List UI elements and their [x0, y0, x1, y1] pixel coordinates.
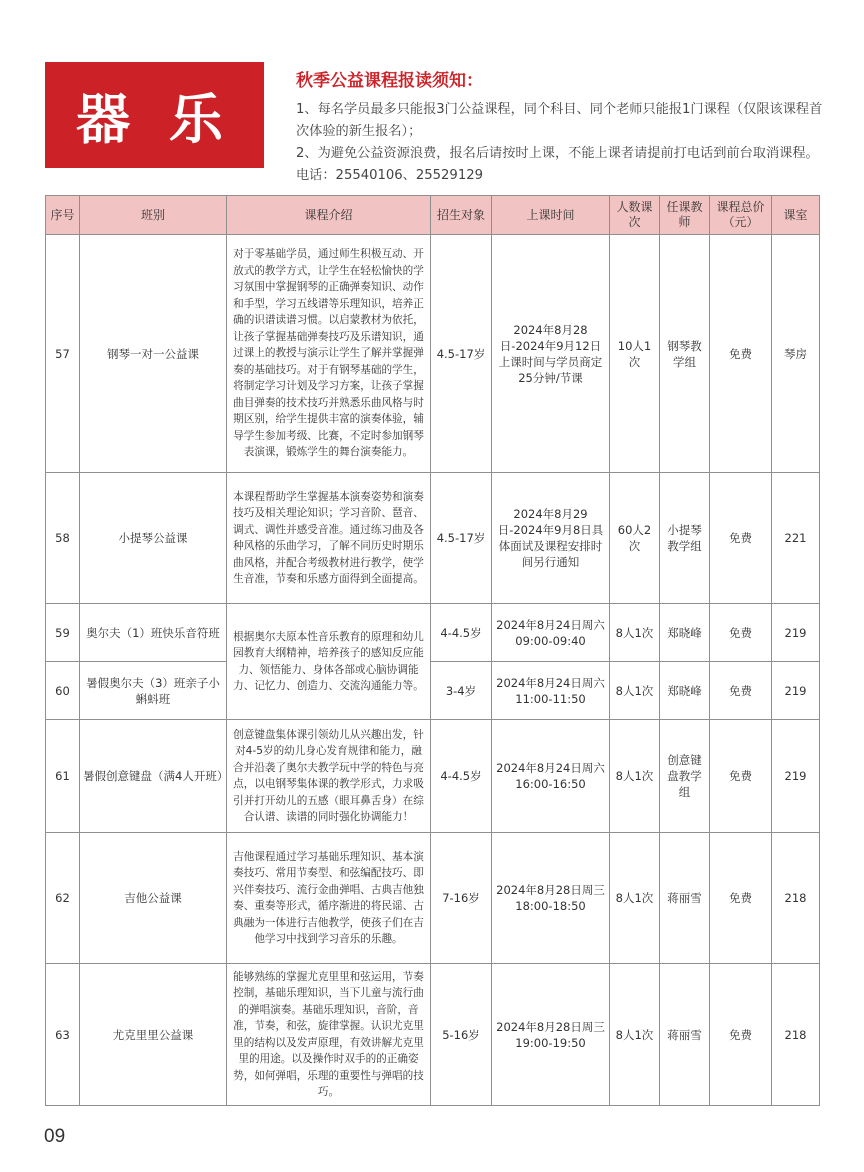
cell-no: 59: [46, 604, 80, 662]
course-table: [45, 195, 820, 1106]
cell-no: 60: [46, 662, 80, 720]
cell-target: 4.5-17岁: [431, 235, 492, 473]
cell-price: 免费: [710, 604, 772, 662]
cell-price: 免费: [710, 720, 772, 833]
cell-no: 62: [46, 833, 80, 964]
cell-price: 免费: [710, 473, 772, 604]
cell-price: 免费: [710, 235, 772, 473]
cell-room: 219: [772, 720, 820, 833]
cell-room: 219: [772, 662, 820, 720]
cell-room: 218: [772, 833, 820, 964]
cell-teacher: 小提琴教学组: [660, 473, 710, 604]
cell-time: 2024年8月28日-2024年9月12日上课时间与学员商定25分钟/节课: [492, 235, 610, 473]
cell-class: 钢琴一对一公益课: [80, 235, 227, 473]
cell-no: 58: [46, 473, 80, 604]
table-row: [46, 662, 820, 720]
cell-room: 219: [772, 604, 820, 662]
page-number: 09: [44, 1126, 66, 1147]
table-row: [46, 604, 820, 662]
cell-count: 60人2次: [610, 473, 660, 604]
cell-class: 暑假奥尔夫（3）班亲子小蝌蚪班: [80, 662, 227, 720]
cell-class: 暑假创意键盘（满4人开班）: [80, 720, 227, 833]
cell-target: 3-4岁: [431, 662, 492, 720]
cell-count: 8人1次: [610, 604, 660, 662]
header-class: 班别: [80, 196, 227, 235]
cell-no: 61: [46, 720, 80, 833]
header-target: 招生对象: [431, 196, 492, 235]
cell-price: 免费: [710, 964, 772, 1106]
cell-desc: 创意键盘集体课引领幼儿从兴趣出发，针对4-5岁的幼儿身心发育规律和能力，融合并沿袭了奥尔夫教学玩中学的特色与亮点，以电钢琴集体课的教学形式，力求吸引并打开幼儿的五感（眼耳鼻舌身）在综合认谱、读谱的同时强化协调能力！: [227, 720, 431, 833]
cell-teacher: 蒋丽雪: [660, 964, 710, 1106]
cell-time: 2024年8月29日-2024年9月8日具体面试及课程安排时间另行通知: [492, 473, 610, 604]
header-price: 课程总价（元）: [710, 196, 772, 235]
cell-desc: 对于零基础学员，通过师生积极互动、开放式的教学方式，让学生在轻松愉快的学习氛围中掌握钢琴的正确弹奏知识、动作和手型，学习五线谱等乐理知识，培养正确的识谱读谱习惯。以启蒙教材为依托，让孩子掌握基础弹奏技巧及乐谱知识，通过课上的教授与演示让学生了解并掌握弹奏的基础技巧。对于有钢琴基础的学生，将制定学习计划及学习方案，让孩子掌握曲目弹奏的技术技巧并熟悉乐曲风格与时期区别，给学生提供丰富的演奏体验，辅导学生参加考级、比赛，不定时参加钢琴表演课，锻炼学生的舞台演奏能力。: [227, 235, 431, 473]
cell-room: 琴房: [772, 235, 820, 473]
cell-class: 尤克里里公益课: [80, 964, 227, 1106]
section-title: 器 乐: [76, 87, 233, 151]
header-desc: 课程介绍: [227, 196, 431, 235]
header-count: 人数课次: [610, 196, 660, 235]
cell-time: 2024年8月24日周六16:00-16:50: [492, 720, 610, 833]
cell-no: 63: [46, 964, 80, 1106]
table-row: [46, 473, 820, 604]
cell-target: 7-16岁: [431, 833, 492, 964]
cell-count: 8人1次: [610, 720, 660, 833]
table-row: [46, 235, 820, 473]
section-banner: [45, 62, 264, 168]
cell-no: 57: [46, 235, 80, 473]
table-row: [46, 964, 820, 1106]
cell-teacher: 郑晓峰: [660, 604, 710, 662]
table-header-row: [46, 196, 820, 235]
cell-desc-shared: 根据奥尔夫原本性音乐教育的原理和幼儿园教育大纲精神，培养孩子的感知反应能力、领悟能力、身体各部或心脑协调能力、记忆力、创造力、交流沟通能力等。: [227, 604, 431, 720]
cell-target: 4-4.5岁: [431, 720, 492, 833]
notice-item: 2、为避免公益资源浪费，报名后请按时上课，不能上课者请提前打电话到前台取消课程。电话：25540106、25529129: [296, 146, 819, 183]
cell-price: 免费: [710, 833, 772, 964]
cell-desc: 能够熟练的掌握尤克里里和弦运用，节奏控制，基础乐理知识，当下儿童与流行曲的弹唱演奏。基础乐理知识，音阶，音准，节奏，和弦，旋律掌握。认识尤克里里的结构以及发声原理，有效讲解尤克里里的用途。以及操作时双手的的正确姿势，如何弹唱，乐理的重要性与弹唱的技巧。: [227, 964, 431, 1106]
cell-price: 免费: [710, 662, 772, 720]
header-no: 序号: [46, 196, 80, 235]
header-time: 上课时间: [492, 196, 610, 235]
cell-count: 8人1次: [610, 662, 660, 720]
cell-time: 2024年8月24日周六11:00-11:50: [492, 662, 610, 720]
cell-teacher: 创意键盘教学组: [660, 720, 710, 833]
cell-time: 2024年8月28日周三18:00-18:50: [492, 833, 610, 964]
cell-teacher: 蒋丽雪: [660, 833, 710, 964]
cell-time: 2024年8月28日周三19:00-19:50: [492, 964, 610, 1106]
header-room: 课室: [772, 196, 820, 235]
cell-desc: 本课程帮助学生掌握基本演奏姿势和演奏技巧及相关理论知识；学习音阶、琶音、调式、调性并感受音准。通过练习曲及各种风格的乐曲学习，了解不同历史时期乐曲风格，并配合考级教材进行教学，使学生音准，节奏和乐感方面得到全面提高。: [227, 473, 431, 604]
cell-room: 218: [772, 964, 820, 1106]
cell-target: 4-4.5岁: [431, 604, 492, 662]
enrollment-notice: [296, 66, 826, 187]
cell-teacher: 钢琴教学组: [660, 235, 710, 473]
header-teacher: 任课教师: [660, 196, 710, 235]
notice-title: 秋季公益课程报读须知：: [296, 71, 483, 91]
cell-count: 8人1次: [610, 833, 660, 964]
cell-class: 吉他公益课: [80, 833, 227, 964]
cell-target: 4.5-17岁: [431, 473, 492, 604]
notice-item: 1、每名学员最多只能报3门公益课程，同个科目、同个老师只能报1门课程（仅限该课程首次体验的新生报名）；: [296, 102, 823, 139]
table-row: [46, 720, 820, 833]
cell-count: 10人1次: [610, 235, 660, 473]
cell-count: 8人1次: [610, 964, 660, 1106]
cell-teacher: 郑晓峰: [660, 662, 710, 720]
cell-class: 奥尔夫（1）班快乐音符班: [80, 604, 227, 662]
cell-desc: 吉他课程通过学习基础乐理知识、基本演奏技巧、常用节奏型、和弦编配技巧、即兴伴奏技巧、流行金曲弹唱、古典吉他独奏、重奏等形式，循序渐进的将民谣、古典融为一体进行吉他教学，使孩子们在吉他学习中找到学习音乐的乐趣。: [227, 833, 431, 964]
table-row: [46, 833, 820, 964]
cell-room: 221: [772, 473, 820, 604]
cell-time: 2024年8月24日周六09:00-09:40: [492, 604, 610, 662]
cell-target: 5-16岁: [431, 964, 492, 1106]
cell-class: 小提琴公益课: [80, 473, 227, 604]
